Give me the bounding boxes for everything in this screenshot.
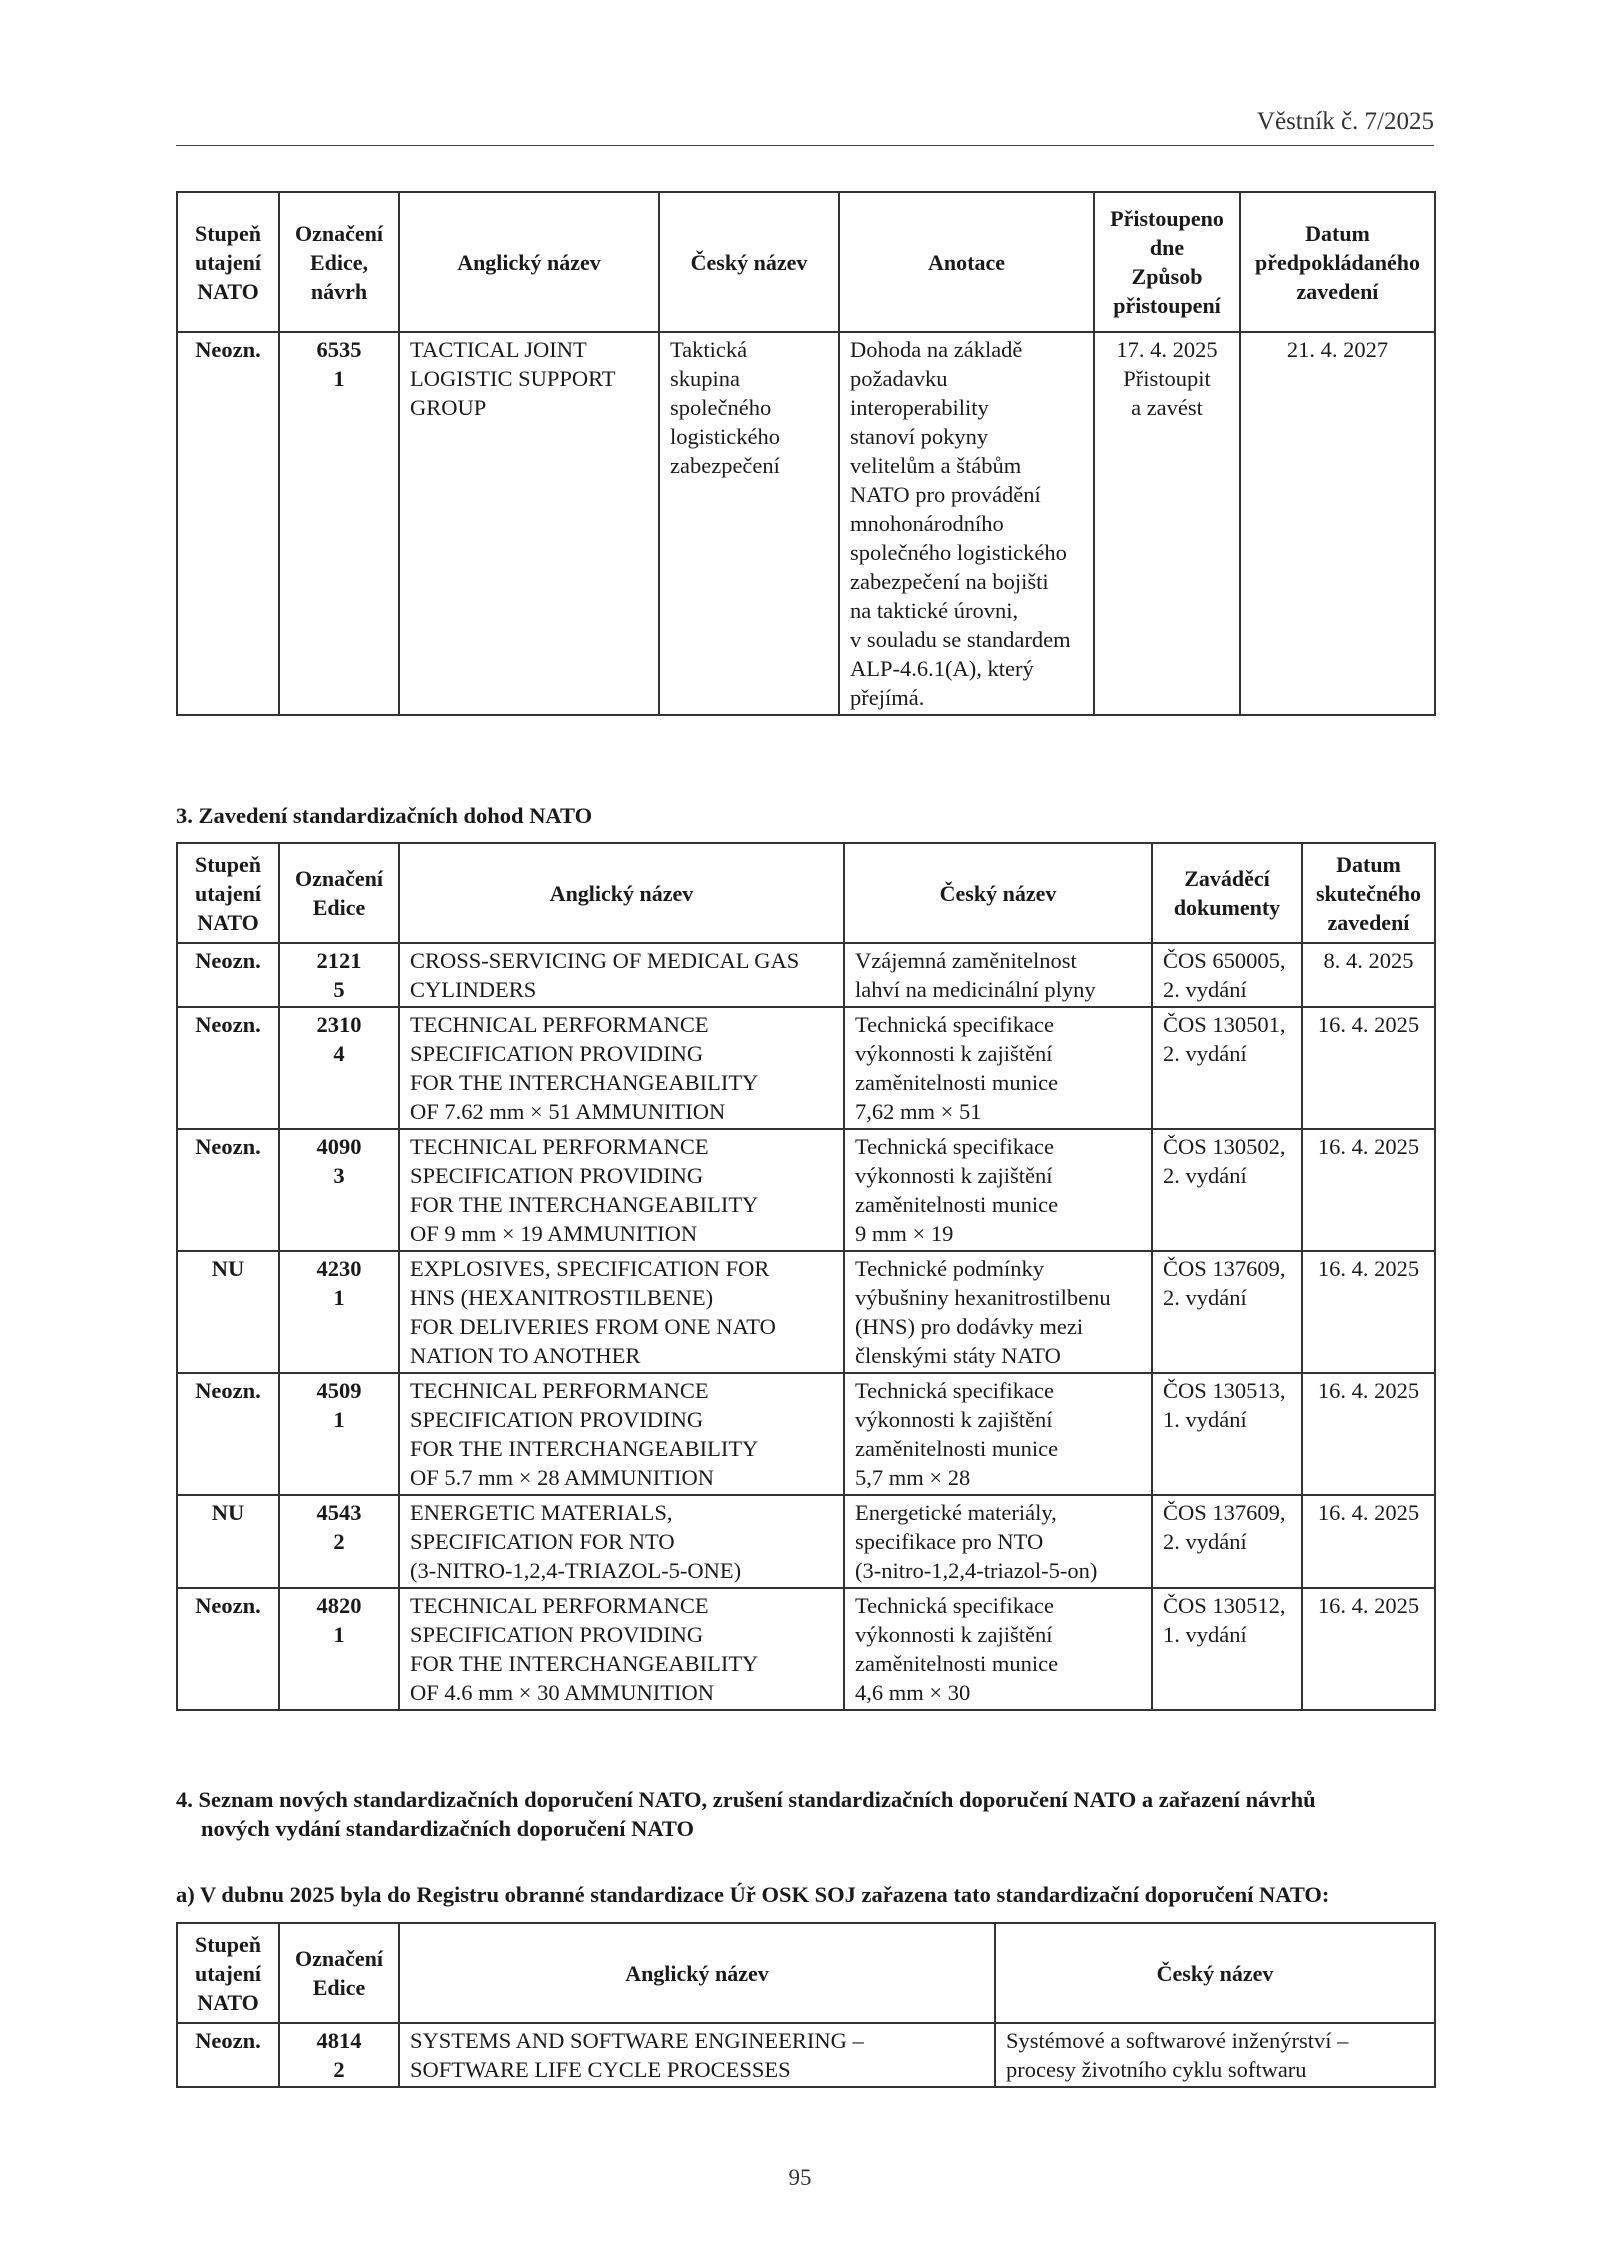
cell-level: Neozn. (177, 1373, 279, 1495)
cell-designation: 6535 1 (279, 332, 399, 715)
bulletin-header: Věstník č. 7/2025 (1256, 108, 1434, 135)
cell-docs: ČOS 650005, 2. vydání (1152, 943, 1302, 1007)
cell-date: 16. 4. 2025 (1302, 1373, 1435, 1495)
table-header-row (177, 1923, 1435, 2023)
header-rule (176, 145, 1434, 146)
section-4-heading (176, 1785, 1434, 1843)
section-4-heading-line2: nových vydání standardizačních doporučení NATO (201, 1816, 695, 1841)
cell-date: 8. 4. 2025 (1302, 943, 1435, 1007)
cell-level: NU (177, 1495, 279, 1588)
section-4a-subheading: a) V dubnu 2025 byla do Registru obranné standardizace Úř OSK SOJ zařazena tato standardizační doporučení NATO: (176, 1882, 1330, 1907)
cell-czech: Technická specifikace výkonnosti k zajištění zaměnitelnosti munice 9 mm × 19 (844, 1129, 1152, 1251)
table-header-row (177, 843, 1435, 943)
cell-designation: 2310 4 (279, 1007, 399, 1129)
cell-level: Neozn. (177, 1129, 279, 1251)
cell-english: CROSS-SERVICING OF MEDICAL GAS CYLINDERS (399, 943, 844, 1007)
cell-designation: 4230 1 (279, 1251, 399, 1373)
col-header-accession: Přistoupeno dne Způsob přistoupení (1094, 192, 1240, 332)
cell-czech: Technická specifikace výkonnosti k zajištění zaměnitelnosti munice 4,6 mm × 30 (844, 1588, 1152, 1710)
col-header-date: Datum skutečného zavedení (1302, 843, 1435, 943)
table-row (177, 1007, 1435, 1129)
col-header-designation: Označení Edice, návrh (279, 192, 399, 332)
cell-docs: ČOS 130513, 1. vydání (1152, 1373, 1302, 1495)
cell-level: Neozn. (177, 1588, 279, 1710)
cell-czech: Taktická skupina společného logistického zabezpečení (659, 332, 839, 715)
cell-czech: Technické podmínky výbušniny hexanitrostilbenu (HNS) pro dodávky mezi členskými státy NATO (844, 1251, 1152, 1373)
table-row (177, 2023, 1435, 2087)
cell-date: 16. 4. 2025 (1302, 1588, 1435, 1710)
cell-english: TECHNICAL PERFORMANCE SPECIFICATION PROVIDING FOR THE INTERCHANGEABILITY OF 5.7 mm × 28 AMMUNITION (399, 1373, 844, 1495)
cell-designation: 4543 2 (279, 1495, 399, 1588)
cell-english: ENERGETIC MATERIALS, SPECIFICATION FOR NTO (3-NITRO-1,2,4-TRIAZOL-5-ONE) (399, 1495, 844, 1588)
table-header-row (177, 192, 1435, 332)
cell-level: Neozn. (177, 1007, 279, 1129)
cell-english: SYSTEMS AND SOFTWARE ENGINEERING – SOFTWARE LIFE CYCLE PROCESSES (399, 2023, 995, 2087)
cell-czech: Technická specifikace výkonnosti k zajištění zaměnitelnosti munice 7,62 mm × 51 (844, 1007, 1152, 1129)
page-number: 95 (788, 2165, 812, 2190)
col-header-english: Anglický název (399, 1923, 995, 2023)
col-header-date: Datum předpokládaného zavedení (1240, 192, 1435, 332)
col-header-designation: Označení Edice (279, 1923, 399, 2023)
col-header-czech: Český název (659, 192, 839, 332)
cell-czech: Vzájemná zaměnitelnost lahví na medicinální plyny (844, 943, 1152, 1007)
cell-english: EXPLOSIVES, SPECIFICATION FOR HNS (HEXANITROSTILBENE) FOR DELIVERIES FROM ONE NATO NATION TO ANOTHER (399, 1251, 844, 1373)
table-row (177, 1373, 1435, 1495)
col-header-level: Stupeň utajení NATO (177, 192, 279, 332)
cell-english: TECHNICAL PERFORMANCE SPECIFICATION PROVIDING FOR THE INTERCHANGEABILITY OF 9 mm × 19 AMMUNITION (399, 1129, 844, 1251)
cell-docs: ČOS 137609, 2. vydání (1152, 1251, 1302, 1373)
table-row (177, 1495, 1435, 1588)
cell-accession: 17. 4. 2025 Přistoupit a zavést (1094, 332, 1240, 715)
cell-annotation: Dohoda na základě požadavku interoperability stanoví pokyny velitelům a štábům NATO pro provádění mnohonárodního společného logistického zabezpečení na bojišti na taktické úrovni, v souladu se standardem ALP-4.6.1(A), který přejímá. (839, 332, 1094, 715)
col-header-docs: Zaváděcí dokumenty (1152, 843, 1302, 943)
col-header-level: Stupeň utajení NATO (177, 1923, 279, 2023)
section-4-heading-line1: 4. Seznam nových standardizačních doporučení NATO, zrušení standardizačních doporučení NATO a zařazení návrhů (176, 1787, 1316, 1812)
cell-czech: Energetické materiály, specifikace pro NTO (3-nitro-1,2,4-triazol-5-on) (844, 1495, 1152, 1588)
col-header-level: Stupeň utajení NATO (177, 843, 279, 943)
cell-date: 16. 4. 2025 (1302, 1007, 1435, 1129)
col-header-designation: Označení Edice (279, 843, 399, 943)
cell-designation: 4820 1 (279, 1588, 399, 1710)
cell-english: TACTICAL JOINT LOGISTIC SUPPORT GROUP (399, 332, 659, 715)
cell-date: 16. 4. 2025 (1302, 1251, 1435, 1373)
cell-level: Neozn. (177, 2023, 279, 2087)
cell-designation: 4509 1 (279, 1373, 399, 1495)
implementation-table (176, 842, 1436, 1711)
cell-english: TECHNICAL PERFORMANCE SPECIFICATION PROVIDING FOR THE INTERCHANGEABILITY OF 7.62 mm × 51 AMMUNITION (399, 1007, 844, 1129)
cell-czech: Technická specifikace výkonnosti k zajištění zaměnitelnosti munice 5,7 mm × 28 (844, 1373, 1152, 1495)
table-row (177, 1588, 1435, 1710)
col-header-english: Anglický název (399, 192, 659, 332)
col-header-annotation: Anotace (839, 192, 1094, 332)
cell-docs: ČOS 137609, 2. vydání (1152, 1495, 1302, 1588)
col-header-czech: Český název (844, 843, 1152, 943)
accession-table (176, 191, 1436, 716)
cell-docs: ČOS 130502, 2. vydání (1152, 1129, 1302, 1251)
cell-date: 21. 4. 2027 (1240, 332, 1435, 715)
cell-docs: ČOS 130501, 2. vydání (1152, 1007, 1302, 1129)
cell-czech: Systémové a softwarové inženýrství – procesy životního cyklu softwaru (995, 2023, 1435, 2087)
cell-date: 16. 4. 2025 (1302, 1129, 1435, 1251)
recommendations-table (176, 1922, 1436, 2088)
section-3-heading: 3. Zavedení standardizačních dohod NATO (176, 803, 593, 828)
table-row (177, 1251, 1435, 1373)
cell-level: Neozn. (177, 332, 279, 715)
cell-level: Neozn. (177, 943, 279, 1007)
table-row (177, 332, 1435, 715)
cell-designation: 2121 5 (279, 943, 399, 1007)
cell-designation: 4814 2 (279, 2023, 399, 2087)
cell-level: NU (177, 1251, 279, 1373)
col-header-english: Anglický název (399, 843, 844, 943)
cell-docs: ČOS 130512, 1. vydání (1152, 1588, 1302, 1710)
table-row (177, 943, 1435, 1007)
cell-designation: 4090 3 (279, 1129, 399, 1251)
table-row (177, 1129, 1435, 1251)
col-header-czech: Český název (995, 1923, 1435, 2023)
cell-english: TECHNICAL PERFORMANCE SPECIFICATION PROVIDING FOR THE INTERCHANGEABILITY OF 4.6 mm × 30 AMMUNITION (399, 1588, 844, 1710)
cell-date: 16. 4. 2025 (1302, 1495, 1435, 1588)
